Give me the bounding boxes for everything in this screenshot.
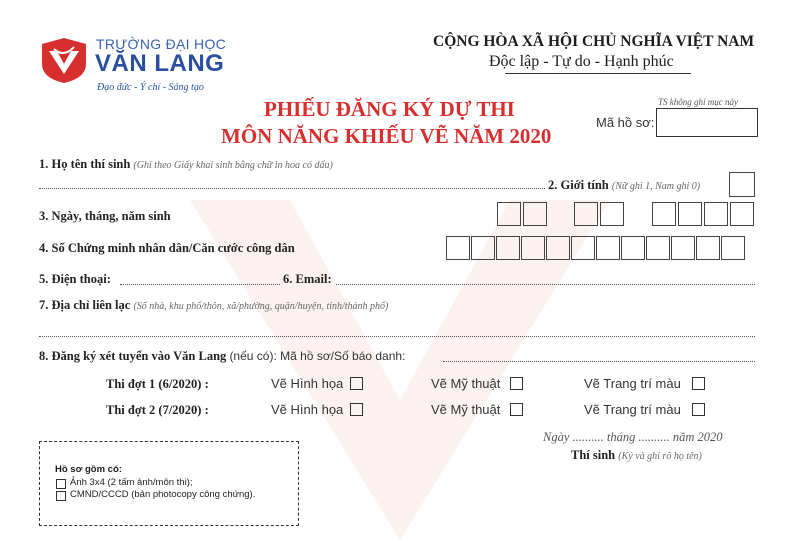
dob-year-box[interactable] xyxy=(704,202,728,226)
admission-label: 8. Đăng ký xét tuyển vào Văn Lang (nếu có): Mã hồ sơ/Số báo danh: xyxy=(39,349,406,363)
id-digit-box[interactable] xyxy=(721,236,745,260)
signature-hint: (Ký và ghi rõ họ tên) xyxy=(618,451,702,462)
admission-code-line[interactable] xyxy=(443,361,755,362)
id-digit-box[interactable] xyxy=(471,236,495,260)
file-code-box[interactable] xyxy=(656,108,758,137)
motto-underline xyxy=(505,73,691,74)
dob-year-box[interactable] xyxy=(678,202,702,226)
signature-date: Ngày .......... tháng .......... năm 2020 xyxy=(543,430,723,444)
school-motto: Đạo đức - Ý chí - Sáng tạo xyxy=(97,82,204,93)
dob-day-box[interactable] xyxy=(497,202,521,226)
nation-title: CỘNG HÒA XÃ HỘI CHỦ NGHĨA VIỆT NAM xyxy=(433,33,755,50)
email-input-line[interactable] xyxy=(336,284,755,285)
round1-fineart-checkbox[interactable] xyxy=(510,377,523,390)
file-code-note: TS không ghi mục này xyxy=(658,97,738,107)
id-digit-box[interactable] xyxy=(446,236,470,260)
signature-label: Thí sinh (Ký và ghi rõ họ tên) xyxy=(571,448,702,462)
round2-label: Thi đợt 2 (7/2020) : xyxy=(106,403,209,417)
id-digit-box[interactable] xyxy=(496,236,520,260)
university-logo-icon xyxy=(40,36,88,84)
id-digit-box[interactable] xyxy=(546,236,570,260)
round1-figure-checkbox[interactable] xyxy=(350,377,363,390)
id-digit-box[interactable] xyxy=(671,236,695,260)
school-name-line1: TRƯỜNG ĐẠI HỌC xyxy=(96,36,227,52)
id-digit-box[interactable] xyxy=(646,236,670,260)
form-title-line1: PHIẾU ĐĂNG KÝ DỰ THI xyxy=(264,97,515,121)
name-label: 1. Họ tên thí sinh (Ghi theo Giấy khai sinh bằng chữ in hoa có dấu) xyxy=(39,157,333,171)
name-input-line[interactable] xyxy=(39,188,545,189)
dob-year-boxes xyxy=(652,202,754,226)
id-label: 4. Số Chứng minh nhân dân/Căn cước công dân xyxy=(39,241,295,255)
round1-option-decor: Vẽ Trang trí màu xyxy=(584,376,681,391)
dob-month-boxes xyxy=(574,202,624,226)
address-input-line[interactable] xyxy=(39,336,755,337)
address-hint: (Số nhà, khu phố/thôn, xã/phường, quận/huyện, tỉnh/thành phố) xyxy=(133,301,389,312)
round2-option-fineart: Vẽ Mỹ thuật xyxy=(431,402,501,417)
round2-figure-checkbox[interactable] xyxy=(350,403,363,416)
dob-day-boxes xyxy=(497,202,547,226)
dob-year-box[interactable] xyxy=(730,202,754,226)
round1-option-fineart: Vẽ Mỹ thuật xyxy=(431,376,501,391)
name-hint: (Ghi theo Giấy khai sinh bằng chữ in hoa có dấu) xyxy=(133,160,333,171)
dob-day-box[interactable] xyxy=(523,202,547,226)
id-digit-box[interactable] xyxy=(621,236,645,260)
form-title-line2: MÔN NĂNG KHIẾU VẼ NĂM 2020 xyxy=(221,124,552,148)
dossier-title: Hồ sơ gồm có: xyxy=(55,464,122,475)
dob-year-box[interactable] xyxy=(652,202,676,226)
round2-option-figure: Vẽ Hình họa xyxy=(271,402,344,417)
round2-option-decor: Vẽ Trang trí màu xyxy=(584,402,681,417)
round2-decor-checkbox[interactable] xyxy=(692,403,705,416)
id-boxes xyxy=(446,236,745,260)
round1-option-figure: Vẽ Hình họa xyxy=(271,376,344,391)
dossier-item-id: CMND/CCCD (bản photocopy công chứng). xyxy=(70,489,256,500)
dossier-photo-checkbox[interactable] xyxy=(56,479,66,489)
dossier-id-checkbox[interactable] xyxy=(56,491,66,501)
phone-input-line[interactable] xyxy=(120,284,280,285)
address-label: 7. Địa chỉ liên lạc (Số nhà, khu phố/thôn, xã/phường, quận/huyện, tỉnh/thành phố) xyxy=(39,298,389,312)
id-digit-box[interactable] xyxy=(571,236,595,260)
gender-hint: (Nữ ghi 1, Nam ghi 0) xyxy=(611,181,701,192)
dob-label: 3. Ngày, tháng, năm sinh xyxy=(39,209,171,223)
nation-motto: Độc lập - Tự do - Hạnh phúc xyxy=(489,53,674,70)
id-digit-box[interactable] xyxy=(596,236,620,260)
dob-month-box[interactable] xyxy=(600,202,624,226)
dossier-item-photo: Ảnh 3x4 (2 tấm ảnh/môn thi); xyxy=(70,477,193,488)
gender-label: 2. Giới tính (Nữ ghi 1, Nam ghi 0) xyxy=(548,178,701,192)
id-digit-box[interactable] xyxy=(521,236,545,260)
id-digit-box[interactable] xyxy=(696,236,720,260)
gender-box[interactable] xyxy=(729,172,755,197)
phone-label: 5. Điện thoại: xyxy=(39,272,111,286)
email-label: 6. Email: xyxy=(283,272,332,286)
school-name-line2: VĂN LANG xyxy=(95,50,225,77)
round2-fineart-checkbox[interactable] xyxy=(510,403,523,416)
round1-decor-checkbox[interactable] xyxy=(692,377,705,390)
dob-month-box[interactable] xyxy=(574,202,598,226)
admission-rest: (nếu có): Mã hồ sơ/Số báo danh: xyxy=(229,349,406,363)
round1-label: Thi đợt 1 (6/2020) : xyxy=(106,377,209,391)
file-code-label: Mã hồ sơ: xyxy=(596,115,655,130)
